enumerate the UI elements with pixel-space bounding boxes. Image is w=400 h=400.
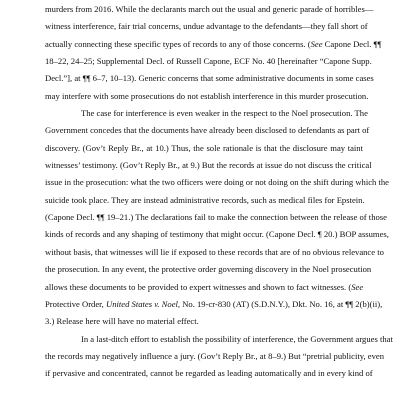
text-run: Capone Decl. ¶¶	[322, 38, 382, 49]
text-line	[45, 36, 382, 53]
text-line: 18–22, 24–25; Supplemental Decl. of Russell Capone, ECF No. 40 [hereinafter “Capone Supp.	[45, 56, 372, 67]
text-line: Decl.”], at ¶¶ 6–7, 10–13). Generic concerns that some administrative documents in some cases	[45, 73, 374, 84]
text-run: allows these documents to be provided to expert witnesses and shown to fact witnesses. (	[45, 281, 352, 292]
text-line: the prosecution. In any event, the protective order governing discovery in the Noel prosecution	[45, 264, 372, 275]
text-line: may interfere with some prosecutions do not establish interference in this murder prosecution.	[45, 90, 369, 101]
text-line	[45, 279, 363, 296]
paragraph-first-line: The case for interference is even weaker in the respect to the Noel prosecution. The	[81, 108, 368, 119]
text-line: discovery. (Gov’t Reply Br., at 10.) Thus, the sole rationale is that the disclosure may taint	[45, 142, 363, 153]
text-line: Government concedes that the documents have already been disclosed to defendants as part of	[45, 125, 370, 136]
text-line: issue in the prosecution: what the two officers were doing or not doing on the shift during which the	[45, 177, 390, 188]
text-line: witness interference, fair trial concerns, undue advantage to the defendants—they fall short of	[45, 21, 368, 32]
italic-run: See	[310, 38, 323, 49]
italic-run: See	[351, 281, 364, 292]
text-line	[45, 296, 383, 313]
paragraph-first-line: In a last-ditch effort to establish the possibility of interference, the Government argues that	[81, 333, 393, 344]
text-line: witnesses’ testimony. (Gov’t Reply Br., at 9.) But the records at issue do not discuss the critical	[45, 160, 372, 171]
text-line: murders from 2016. While the declarants march out the usual and generic parade of horribles—	[45, 4, 374, 14]
text-line: if pervasive and concentrated, cannot be regarded as leading automatically and in every kind of	[45, 368, 373, 379]
text-run: Protective Order,	[45, 298, 106, 309]
text-run: , No. 19-cr-830 (AT) (S.D.N.Y.), Dkt. No. 16, at ¶¶ 2(b)(ii),	[177, 298, 383, 309]
text-line: suicide took place. They are instead administrative records, such as medical files for Epstein.	[45, 194, 365, 205]
text-line: kinds of records and any shaping of testimony that might occur. (Capone Decl. ¶ 20.) BOP assumes,	[45, 229, 389, 240]
text-run: actually connecting these specific types of records to any of those concerns. (	[45, 38, 311, 49]
text-line: the records may negatively influence a jury. (Gov’t Reply Br., at 8–9.) But “pretrial publicity, even	[45, 350, 385, 361]
text-line: (Capone Decl. ¶¶ 19–21.) The declarations fail to make the connection between the release of those	[45, 212, 387, 223]
italic-run: United States v. Noel	[105, 298, 178, 309]
body-text	[45, 1, 393, 383]
text-line: without basis, that witnesses will lie if exposed to these records that are of no obvious relevance to	[45, 246, 384, 257]
text-line: 3.) Release here will have no material effect.	[45, 316, 199, 327]
